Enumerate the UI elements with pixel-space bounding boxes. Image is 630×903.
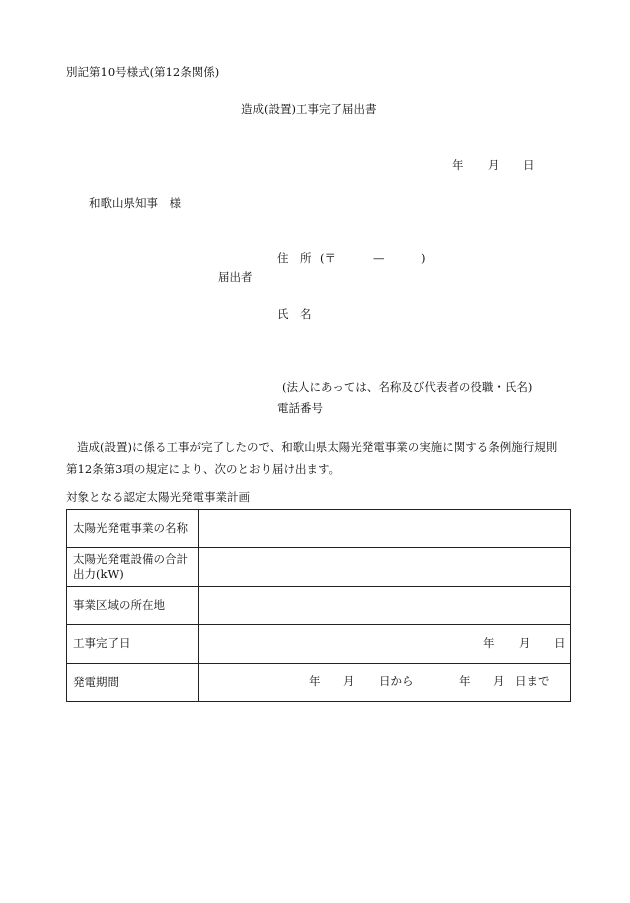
total-output-field[interactable] (199, 548, 571, 586)
postal-open: (〒 (320, 251, 336, 265)
table-row (67, 548, 571, 586)
plan-table-caption: 対象となる認定太陽光発電事業計画 (66, 490, 250, 504)
period-from-month: 月 (343, 674, 355, 689)
table-row (67, 663, 571, 701)
total-output-label: 太陽光発電設備の合計出力(kW) (67, 548, 199, 586)
date-day-label: 日 (523, 158, 535, 172)
business-name-field[interactable] (199, 510, 571, 548)
completion-month-label: 月 (519, 636, 531, 651)
generation-period-label: 発電期間 (67, 663, 199, 701)
corporate-note: (法人にあっては、名称及び代表者の役職・氏名) (282, 380, 533, 394)
table-row (67, 586, 571, 624)
postal-close: ) (421, 251, 426, 265)
location-label: 事業区域の所在地 (67, 586, 199, 624)
date-month-label: 月 (488, 158, 500, 172)
document-title: 造成(設置)工事完了届出書 (241, 102, 377, 116)
period-to-day: 日まで (515, 674, 550, 689)
completion-year-label: 年 (483, 636, 495, 651)
location-field[interactable] (199, 586, 571, 624)
completion-date-field[interactable] (199, 625, 571, 663)
period-from-year: 年 (309, 674, 321, 689)
period-from-day: 日から (379, 674, 414, 689)
table-row (67, 510, 571, 548)
table-row (67, 625, 571, 663)
date-year-label: 年 (452, 158, 464, 172)
body-paragraph: 造成(設置)に係る工事が完了したので、和歌山県太陽光発電事業の実施に関する条例施行規則第12条第3項の規定により、次のとおり届け出ます。 (66, 440, 558, 476)
period-to-year: 年 (459, 674, 471, 689)
plan-table (66, 509, 571, 702)
name-label: 氏 名 (277, 307, 312, 321)
addressee: 和歌山県知事 様 (89, 196, 181, 210)
period-to-month: 月 (493, 674, 505, 689)
generation-period-field[interactable] (199, 663, 571, 701)
postal-dash: — (373, 251, 385, 265)
form-number: 別記第10号様式(第12条関係) (66, 65, 220, 79)
completion-day-label: 日 (554, 636, 566, 651)
completion-date-label: 工事完了日 (67, 625, 199, 663)
phone-label: 電話番号 (277, 401, 323, 415)
business-name-label: 太陽光発電事業の名称 (67, 510, 199, 548)
notifier-label: 届出者 (218, 270, 253, 284)
address-label: 住 所 (277, 251, 312, 265)
